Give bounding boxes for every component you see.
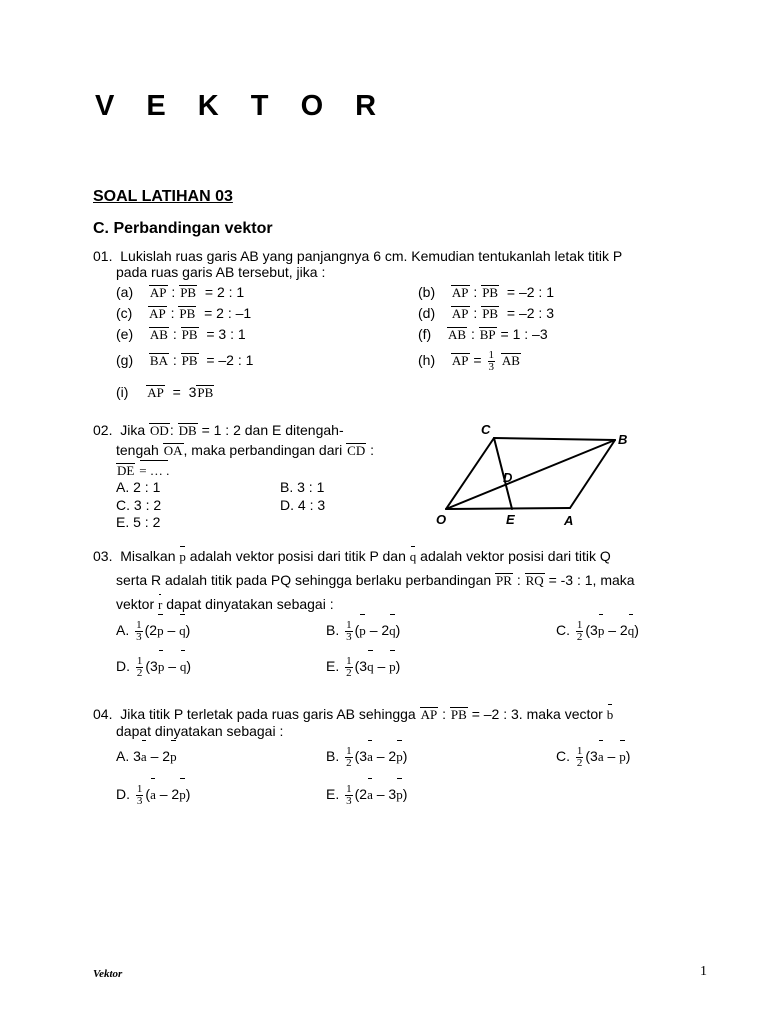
option-label: A. <box>116 748 130 764</box>
fraction-denominator: 2 <box>576 756 583 769</box>
vector: AP <box>451 285 469 300</box>
fraction-numerator: 1 <box>136 654 143 667</box>
q3-number: 03. <box>93 548 113 564</box>
ratio-sep: : <box>172 326 177 342</box>
option-label: E. <box>326 658 340 674</box>
q4-number: 04. <box>93 706 113 722</box>
q1-item-f <box>418 326 548 342</box>
ratio-sep: : <box>370 442 375 458</box>
vector: AP <box>420 707 438 722</box>
fraction-numerator: 1 <box>346 782 352 795</box>
fraction-numerator: 1 <box>576 744 583 757</box>
q3-line1 <box>93 548 611 565</box>
fraction-denominator: 3 <box>346 630 352 643</box>
fraction-denominator: 3 <box>346 794 352 807</box>
q2-option-d: D. 4 : 3 <box>280 497 326 513</box>
vector: p <box>170 743 177 771</box>
edge-oa <box>446 508 570 509</box>
q3-text: vektor <box>116 596 155 612</box>
vector: AB <box>501 353 520 368</box>
vector: BP <box>479 327 496 342</box>
vector: PB <box>482 306 499 321</box>
page-number: 1 <box>700 964 707 979</box>
q1-item-d <box>418 305 554 321</box>
q3-option-b <box>326 616 400 645</box>
expr-part: – <box>607 748 616 764</box>
expr-part: ) <box>625 748 631 764</box>
q1-item-g <box>116 352 253 368</box>
q1-item-h <box>418 346 521 374</box>
fraction-numerator: 1 <box>346 654 352 667</box>
q3-text: = -3 : 1, maka <box>548 572 635 588</box>
item-label: (g) <box>116 352 134 368</box>
vector: p <box>598 617 605 645</box>
option-label: C. <box>556 748 570 764</box>
expr-part: (3 <box>354 658 368 674</box>
fraction-numerator: 1 <box>488 348 494 361</box>
q4-option-c <box>556 742 630 771</box>
fraction <box>136 784 144 807</box>
ratio-sep: : <box>516 572 521 588</box>
fraction <box>345 620 353 643</box>
vector: PB <box>450 707 467 722</box>
q1-item-i <box>116 384 214 400</box>
vector: AB <box>448 327 467 342</box>
option-label: B. <box>326 622 340 638</box>
expr-part: ) <box>395 658 401 674</box>
fraction <box>136 656 144 679</box>
q2-text: tengah <box>116 442 159 458</box>
fraction-numerator: 1 <box>346 744 352 757</box>
q2-option-c: C. 3 : 2 <box>116 497 162 513</box>
expr-part: (3 <box>354 748 368 764</box>
q4-text: = –2 : 3. maka vector <box>471 706 603 722</box>
vector: p <box>389 653 396 681</box>
fraction <box>345 746 353 769</box>
fraction <box>488 350 496 373</box>
q2-line3 <box>116 462 169 479</box>
vector: p <box>396 781 403 809</box>
equals-sign: = <box>473 352 482 368</box>
vector: a <box>598 743 604 771</box>
fraction <box>576 620 584 643</box>
fraction-numerator: 1 <box>136 618 142 631</box>
label-o: O <box>436 512 447 527</box>
expr-part: – 2 <box>159 786 180 802</box>
fraction-denominator: 3 <box>136 630 142 643</box>
vector: AP <box>149 285 167 300</box>
q4-line2: dapat dinyatakan sebagai : <box>116 723 284 739</box>
coefficient: 3 <box>188 384 197 400</box>
q1-item-e <box>116 326 246 342</box>
q2-number: 02. <box>93 422 113 438</box>
item-label: (h) <box>418 352 436 368</box>
fraction-denominator: 3 <box>136 794 143 807</box>
vector: RQ <box>525 573 544 588</box>
ratio-value: = 2 : –1 <box>204 305 252 321</box>
expr-part: (3 <box>145 658 158 674</box>
q4-option-a <box>116 742 177 771</box>
expr-part: – 2 <box>150 748 171 764</box>
fraction <box>135 620 143 643</box>
ratio-sep: : <box>442 706 447 722</box>
label-d: D <box>503 470 513 485</box>
vector: AP <box>451 306 469 321</box>
item-label: (a) <box>116 284 134 300</box>
q3-option-e <box>326 652 400 681</box>
ratio-value: = –2 : 3 <box>506 305 554 321</box>
edge-cb <box>494 438 615 440</box>
expr-part: ( <box>354 622 360 638</box>
ratio-value: = –2 : 1 <box>206 352 254 368</box>
vector: p <box>619 743 626 771</box>
equals-sign: = <box>172 384 181 400</box>
vector: AP <box>451 353 469 368</box>
expr-part: (3 <box>585 748 598 764</box>
label-b: B <box>618 432 628 447</box>
q2-line1 <box>93 422 344 438</box>
vector: PR <box>496 573 512 588</box>
option-label: C. <box>556 622 570 638</box>
vector: DB <box>178 423 197 438</box>
parallelogram-figure <box>424 418 656 530</box>
expr-part: – <box>377 658 386 674</box>
item-label: (f) <box>418 326 432 342</box>
item-label: (c) <box>116 305 133 321</box>
vector: OD <box>150 423 169 438</box>
q4-line1 <box>93 706 613 723</box>
vector: PB <box>181 353 198 368</box>
q3-text: serta R adalah titik pada PQ sehingga berlaku perbandingan <box>116 572 492 588</box>
expr-part: – <box>168 658 177 674</box>
q2-option-e: E. 5 : 2 <box>116 514 161 530</box>
option-label: D. <box>116 658 130 674</box>
ratio-value: = 1 : –3 <box>500 326 548 342</box>
q3-option-d <box>116 652 191 681</box>
vector: AP <box>147 385 164 400</box>
vector: p <box>359 617 366 645</box>
vector-r: r <box>158 597 163 612</box>
vector: a <box>367 743 373 771</box>
q4-option-d <box>116 780 190 809</box>
vector: BA <box>149 353 168 368</box>
fraction-numerator: 1 <box>576 618 583 631</box>
vector: PB <box>179 306 196 321</box>
fraction <box>345 784 353 807</box>
label-c: C <box>481 422 491 437</box>
ratio-sep: : <box>172 352 177 368</box>
q3-text: adalah vektor posisi dari titik Q <box>420 548 611 564</box>
expr-part: ) <box>186 658 192 674</box>
q4-option-e <box>326 780 407 809</box>
q1-item-c <box>116 305 251 321</box>
ratio-sep: : <box>473 284 478 300</box>
vector: PB <box>181 327 198 342</box>
vector: p <box>396 743 403 771</box>
item-label: (d) <box>418 305 436 321</box>
vector: CD <box>347 443 366 458</box>
fraction-numerator: 1 <box>346 618 352 631</box>
q1-line1 <box>93 248 622 264</box>
vector: AB <box>149 327 168 342</box>
expr-part: ) <box>185 786 191 802</box>
expr-part: ) <box>402 786 408 802</box>
expr-part: ) <box>634 622 639 638</box>
expr-part: ) <box>395 622 401 638</box>
expr-part: (3 <box>585 622 598 638</box>
fraction-denominator: 2 <box>576 630 583 643</box>
option-label: A. <box>116 622 130 638</box>
ratio-sep: : <box>169 422 174 438</box>
vector: PB <box>180 285 197 300</box>
q2-line2 <box>116 442 374 458</box>
expr-part: – <box>167 622 176 638</box>
option-label: E. <box>326 786 340 802</box>
vector: a <box>150 781 156 809</box>
vector: OA <box>163 443 183 458</box>
expr-part: (2 <box>354 786 368 802</box>
q2-text: Jika <box>120 422 146 438</box>
expr-part: (2 <box>144 622 158 638</box>
q2-option-b: B. 3 : 1 <box>280 479 325 495</box>
vector: q <box>367 653 374 681</box>
ratio-sep: : <box>473 305 478 321</box>
option-label: D. <box>116 786 130 802</box>
item-label: (i) <box>116 384 129 400</box>
q3-option-c <box>556 616 639 645</box>
option-label: B. <box>326 748 340 764</box>
vector-q: q <box>409 549 417 564</box>
q2-option-a: A. 2 : 1 <box>116 479 161 495</box>
page-title: V E K T O R <box>95 90 389 122</box>
vector: q <box>628 617 635 645</box>
q2-text: , maka perbandingan dari <box>183 442 343 458</box>
diagonal-ob <box>446 440 615 509</box>
vector: q <box>179 617 186 645</box>
footer-title: Vektor <box>93 968 123 980</box>
vector: p <box>158 653 165 681</box>
section-heading: SOAL LATIHAN 03 <box>93 188 233 205</box>
fraction-denominator: 3 <box>488 360 494 373</box>
expr-part: – 2 <box>608 622 628 638</box>
ratio-value: = –2 : 1 <box>506 284 554 300</box>
fraction-denominator: 2 <box>346 666 352 679</box>
expr-part: ) <box>402 748 408 764</box>
q2-text: = … . <box>139 463 170 478</box>
q1-text1: Lukislah ruas garis AB yang panjangnya 6 cm. Kemudian tentukanlah letak titik P <box>120 248 623 264</box>
label-a: A <box>564 513 574 528</box>
ratio-value: = 2 : 1 <box>204 284 245 300</box>
q1-number: 01. <box>93 248 113 264</box>
q3-line3 <box>116 596 334 613</box>
label-e: E <box>506 512 515 527</box>
q1-item-b <box>418 284 554 300</box>
fraction-numerator: 1 <box>136 782 143 795</box>
vector: PB <box>197 385 214 400</box>
q4-option-b <box>326 742 407 771</box>
expr-part: – 2 <box>376 748 397 764</box>
item-label: (e) <box>116 326 134 342</box>
vector: p <box>179 781 186 809</box>
fraction-denominator: 2 <box>346 756 352 769</box>
vector: PB <box>482 285 499 300</box>
vector: a <box>367 781 373 809</box>
expr-part: – 3 <box>376 786 397 802</box>
vector: AP <box>149 306 166 321</box>
q3-text: adalah vektor posisi dari titik P dan <box>189 548 406 564</box>
fraction <box>576 746 584 769</box>
ratio-sep: : <box>470 326 475 342</box>
vector: q <box>180 653 187 681</box>
vector: DE <box>117 463 135 478</box>
ratio-value: = 3 : 1 <box>206 326 246 342</box>
expr-part: 3 <box>133 748 141 764</box>
fraction-denominator: 2 <box>136 666 143 679</box>
q3-line2 <box>116 572 635 588</box>
vector: p <box>157 617 164 645</box>
expr-part: ( <box>145 786 151 802</box>
q3-option-a <box>116 616 190 645</box>
fraction <box>345 656 353 679</box>
vector: q <box>389 617 396 645</box>
vector-p: p <box>179 549 186 564</box>
vector: a <box>141 743 147 771</box>
item-label: (b) <box>418 284 436 300</box>
q1-item-a <box>116 284 244 300</box>
q3-text: dapat dinyatakan sebagai : <box>166 596 334 612</box>
q4-text: Jika titik P terletak pada ruas garis AB sehingga <box>120 706 416 722</box>
q1-text2: pada ruas garis AB tersebut, jika : <box>116 264 326 280</box>
ratio-sep: : <box>171 284 176 300</box>
q2-text: = 1 : 2 dan E ditengah- <box>201 422 344 438</box>
ratio-sep: : <box>170 305 175 321</box>
subsection-heading: C. Perbandingan vektor <box>93 220 273 237</box>
expr-part: – 2 <box>369 622 390 638</box>
expr-part: ) <box>185 622 191 638</box>
q3-text: Misalkan <box>120 548 176 564</box>
vector-b: b <box>606 707 614 722</box>
